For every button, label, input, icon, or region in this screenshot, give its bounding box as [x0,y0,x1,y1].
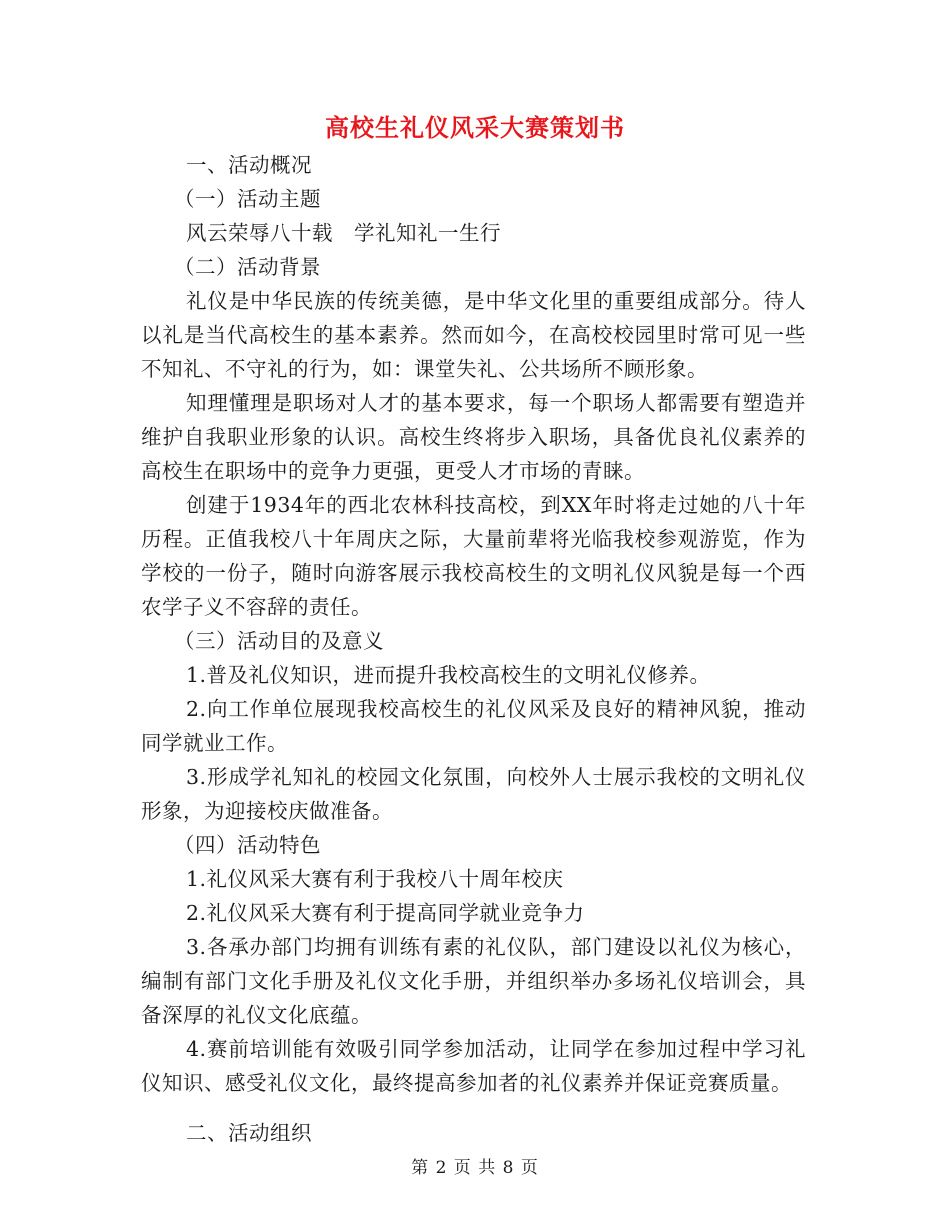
subsection-heading-purpose: （三）活动目的及意义 [174,629,384,653]
theme-text: 风云荣辱八十载 学礼知礼一生行 [186,221,501,245]
feature-item-1: 1.礼仪风采大赛有利于我校八十周年校庆 [186,867,564,891]
document-body [141,148,806,1150]
subsection-heading-features: （四）活动特色 [174,833,321,857]
page-number-footer: 第 2 页 共 8 页 [411,1158,539,1178]
feature-item-3: 3.各承办部门均拥有训练有素的礼仪队，部门建设以礼仪为核心，编制有部门文化手册及礼仪文化手册，并组织举办多场礼仪培训会，具备深厚的礼仪文化底蕴。 [141,935,806,1027]
feature-item-4: 4.赛前培训能有效吸引同学参加活动，让同学在参加过程中学习礼仪知识、感受礼仪文化，最终提高参加者的礼仪素养并保证竞赛质量。 [141,1037,806,1095]
purpose-item-1: 1.普及礼仪知识，进而提升我校高校生的文明礼仪修养。 [186,663,711,687]
feature-item-2: 2.礼仪风采大赛有利于提高同学就业竞争力 [186,901,585,925]
background-paragraph-3: 创建于1934年的西北农林科技高校，到XX年时将走过她的八十年历程。正值我校八十年周庆之际，大量前辈将光临我校参观游览，作为学校的一份子，随时向游客展示我校高校生的文明礼仪风貌是每一个西农学子义不容辞的责任。 [141,493,806,619]
subsection-heading-background: （二）活动背景 [174,255,321,279]
subsection-heading-theme: （一）活动主题 [174,187,321,211]
section-heading-organization: 二、活动组织 [186,1121,312,1145]
purpose-item-2: 2.向工作单位展现我校高校生的礼仪风采及良好的精神风貌，推动同学就业工作。 [141,697,806,755]
purpose-item-3: 3.形成学礼知礼的校园文化氛围，向校外人士展示我校的文明礼仪形象，为迎接校庆做准备。 [141,765,806,823]
background-paragraph-1: 礼仪是中华民族的传统美德，是中华文化里的重要组成部分。待人以礼是当代高校生的基本素养。然而如今，在高校校园里时常可见一些不知礼、不守礼的行为，如：课堂失礼、公共场所不顾形象。 [141,289,806,381]
background-paragraph-2: 知理懂理是职场对人才的基本要求，每一个职场人都需要有塑造并维护自我职业形象的认识。高校生终将步入职场，具备优良礼仪素养的高校生在职场中的竞争力更强，更受人才市场的青睐。 [141,391,806,483]
document-title: 高校生礼仪风采大赛策划书 [325,113,625,142]
section-heading-overview: 一、活动概况 [186,153,312,177]
